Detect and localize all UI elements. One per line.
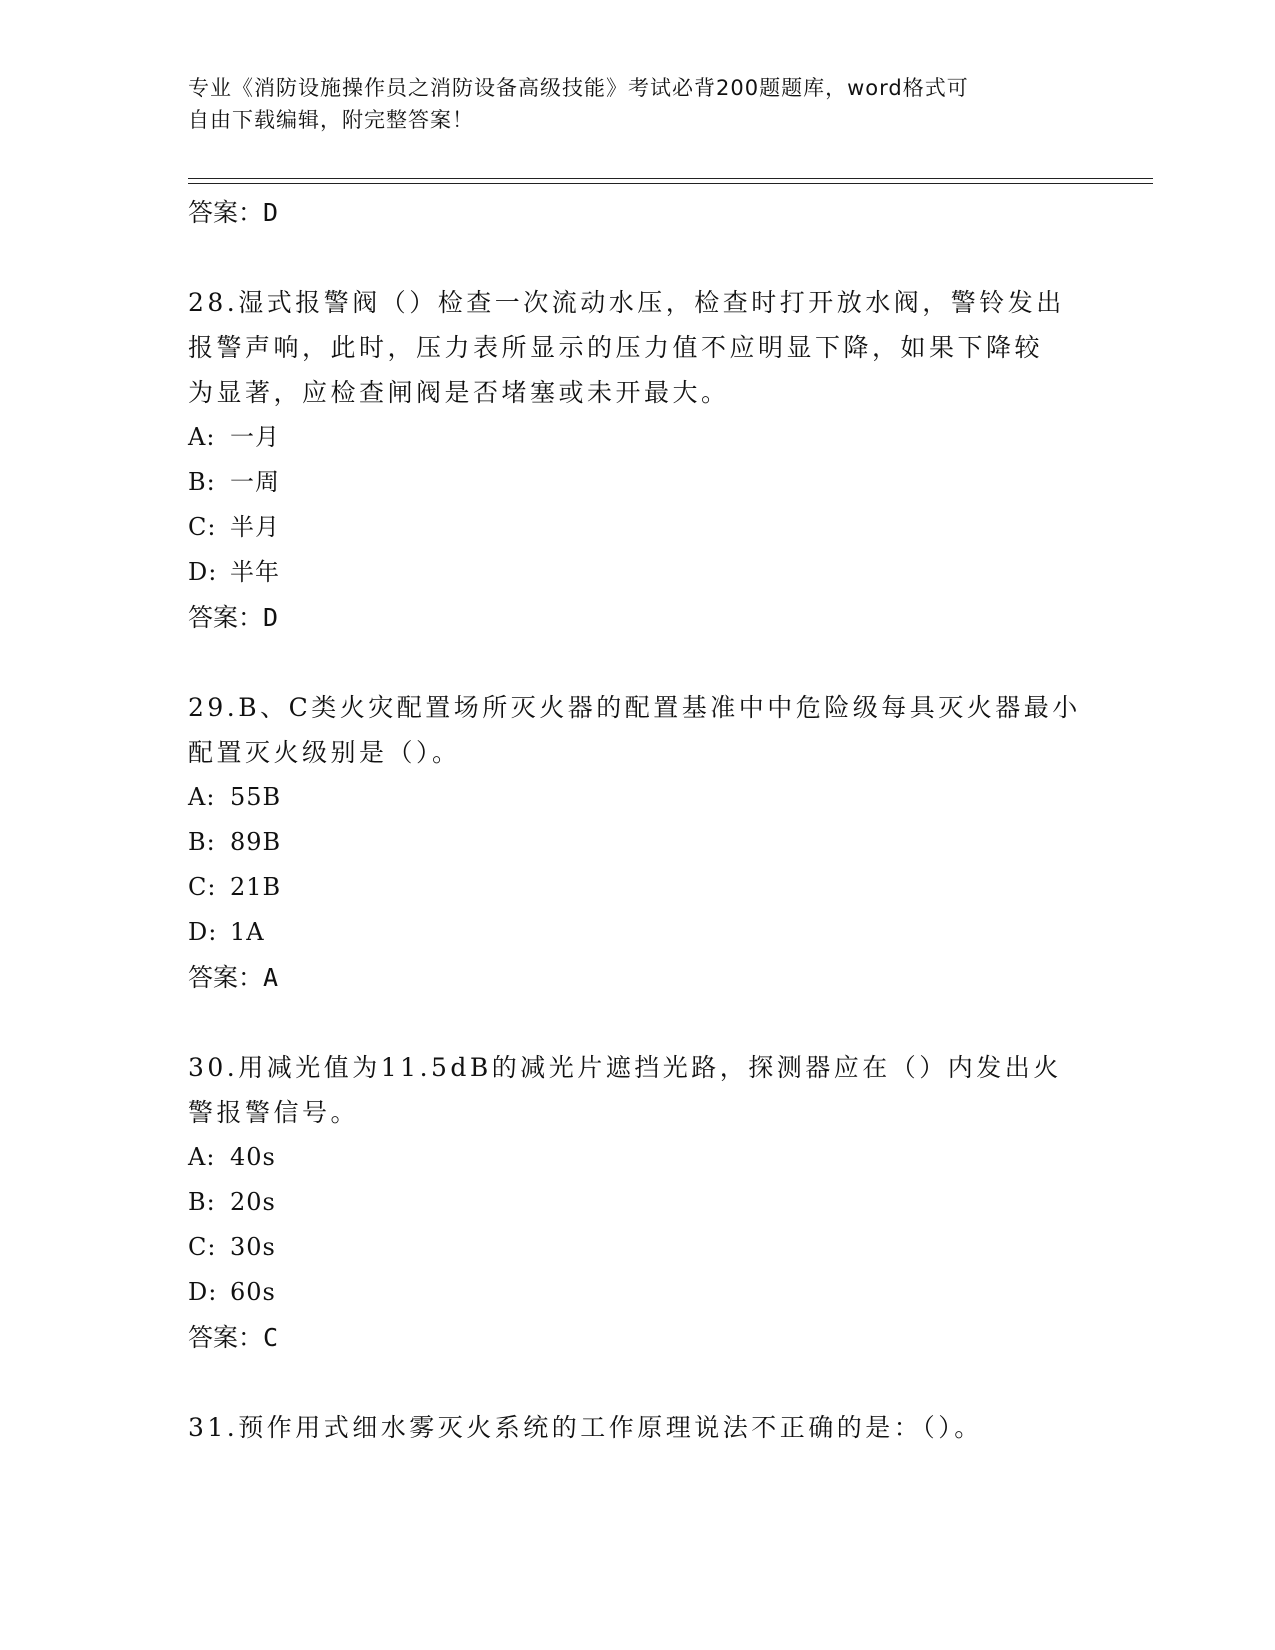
option-letter: A: xyxy=(188,783,216,811)
answer-option xyxy=(188,1180,1088,1225)
question-line: 为显著，应检查闸阀是否堵塞或未开最大。 xyxy=(188,378,730,407)
option-letter: C: xyxy=(188,1233,217,1261)
option-letter: D: xyxy=(188,1278,218,1306)
answer-line: 答案：D xyxy=(188,198,279,227)
option-text: 20s xyxy=(230,1188,276,1216)
option-text: 21B xyxy=(230,873,282,901)
option-letter: B: xyxy=(188,1188,216,1216)
question-line: 29.B、C类火灾配置场所灭火器的配置基准中中危险级每具灭火器最小 xyxy=(188,693,1081,722)
question-stem xyxy=(188,685,1088,775)
question-stem xyxy=(188,1405,1088,1450)
option-text: 60s xyxy=(230,1278,276,1306)
answer-line: 答案：A xyxy=(188,963,279,992)
page-header xyxy=(188,72,1068,136)
question-line: 报警声响，此时，压力表所显示的压力值不应明显下降，如果下降较 xyxy=(188,333,1044,362)
option-letter: C: xyxy=(188,873,217,901)
question-block xyxy=(188,1405,1088,1450)
question-stem xyxy=(188,1045,1088,1135)
question-list xyxy=(188,190,1088,1450)
question-line: 30.用减光值为11.5dB的减光片遮挡光路，探测器应在（）内发出火 xyxy=(188,1053,1062,1082)
question-line: 警报警信号。 xyxy=(188,1098,360,1127)
option-letter: B: xyxy=(188,828,216,856)
answer-option xyxy=(188,550,1088,595)
option-letter: D: xyxy=(188,558,218,586)
answer-option xyxy=(188,775,1088,820)
answer-option xyxy=(188,415,1088,460)
option-text: 89B xyxy=(230,828,282,856)
option-letter: C: xyxy=(188,513,217,541)
option-letter: B: xyxy=(188,468,216,496)
answer-option xyxy=(188,1225,1088,1270)
option-text: 半年 xyxy=(230,558,280,586)
header-line-2: 自由下载编辑，附完整答案！ xyxy=(188,108,474,132)
option-text: 一月 xyxy=(230,423,280,451)
option-text: 一周 xyxy=(230,468,280,496)
answer-line: 答案：C xyxy=(188,1323,279,1352)
question-block xyxy=(188,1045,1088,1361)
question-line: 28.湿式报警阀（）检查一次流动水压，检查时打开放水阀，警铃发出 xyxy=(188,288,1065,317)
option-text: 30s xyxy=(230,1233,276,1261)
answer-option xyxy=(188,1135,1088,1180)
question-block xyxy=(188,280,1088,641)
option-text: 半月 xyxy=(230,513,280,541)
question-line: 31.预作用式细水雾灭火系统的工作原理说法不正确的是：（）。 xyxy=(188,1413,983,1442)
question-block xyxy=(188,685,1088,1001)
answer-option xyxy=(188,460,1088,505)
answer-option xyxy=(188,865,1088,910)
option-letter: A: xyxy=(188,423,216,451)
header-line-1: 专业《消防设施操作员之消防设备高级技能》考试必背200题题库，word格式可 xyxy=(188,76,969,100)
answer-option xyxy=(188,505,1088,550)
answer-line: 答案：D xyxy=(188,603,279,632)
answer-option xyxy=(188,1270,1088,1315)
option-letter: D: xyxy=(188,918,218,946)
header-rule-bottom xyxy=(188,183,1153,184)
option-text: 55B xyxy=(230,783,282,811)
answer-option xyxy=(188,910,1088,955)
question-stem xyxy=(188,280,1088,415)
questions-container xyxy=(188,280,1088,1450)
option-text: 1A xyxy=(230,918,265,946)
answer-option xyxy=(188,820,1088,865)
question-line: 配置灭火级别是（）。 xyxy=(188,738,461,767)
option-letter: A: xyxy=(188,1143,216,1171)
option-text: 40s xyxy=(230,1143,276,1171)
header-rule-top xyxy=(188,178,1153,179)
